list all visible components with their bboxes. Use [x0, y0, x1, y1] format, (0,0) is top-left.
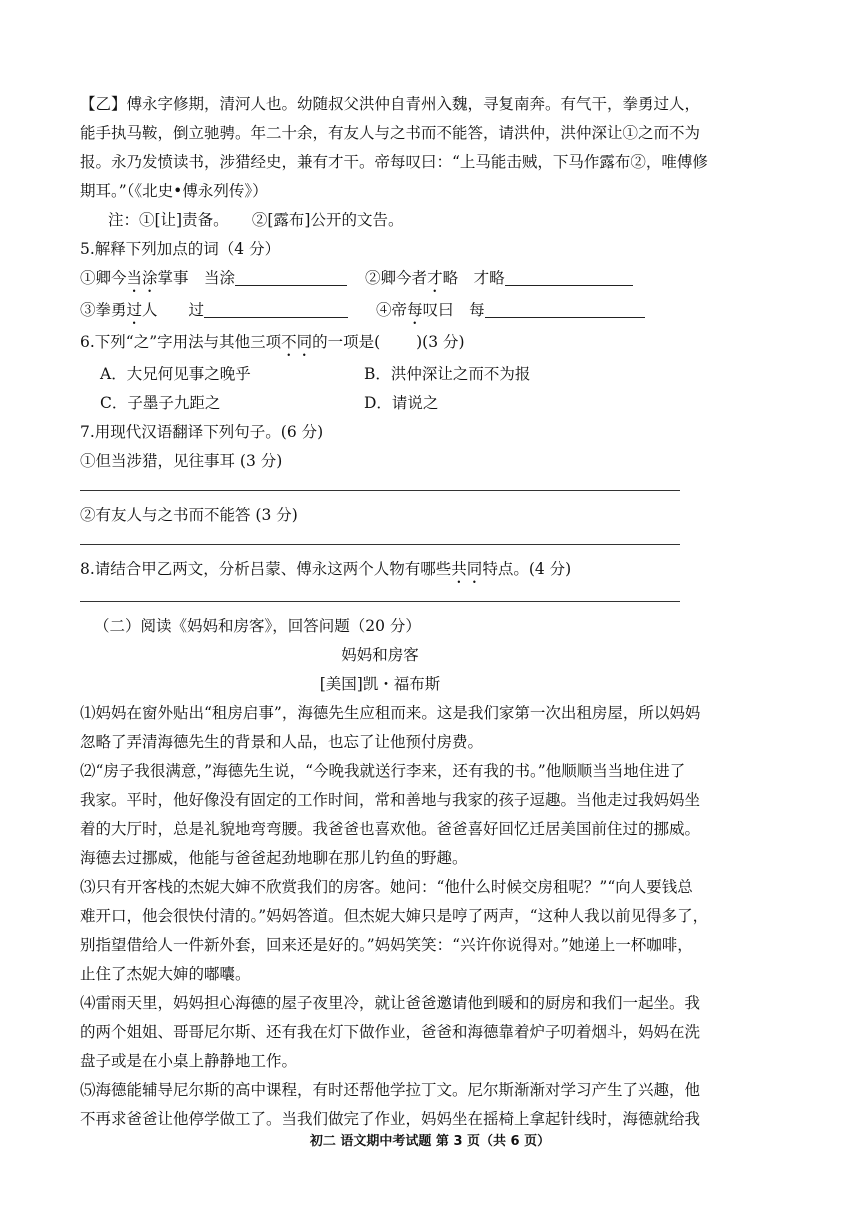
answer-line[interactable] [80, 530, 680, 545]
question-8-stem: 8.请结合甲乙两文，分析吕蒙、傅永这两个人物有哪些共同特点。(4 分) [80, 560, 572, 578]
passage-line: 【乙】傅永字修期，清河人也。幼随叔父洪仲自青州入魏，寻复南奔。有气干，拳勇过人， [80, 95, 701, 113]
question-5-row-2 [80, 296, 790, 328]
story-line: ⑴妈妈在窗外贴出“租房启事”，海德先生应租而来。这是我们家第一次出租房屋，所以妈妈 [80, 704, 701, 722]
page-footer: 初二 语文期中考试题 第 3 页（共 6 页） [309, 1134, 551, 1149]
option-a[interactable]: A．大兄何见事之晚乎 [100, 365, 251, 383]
question-7-stem: 7.用现代汉语翻译下列句子。(6 分) [80, 423, 324, 441]
answer-blank[interactable] [204, 299, 348, 318]
story-line: 盘子或是在小桌上静静地工作。 [80, 1052, 298, 1070]
question-7-sentence-1: ①但当涉猎，见往事耳 (3 分) [80, 452, 283, 470]
q5-item-3: ③拳勇过人 过 [80, 301, 205, 319]
passage-line: 报。永乃发愤读书，涉猎经史，兼有才干。帝每叹曰：“上马能击贼，下马作露布②，唯傅修 [80, 153, 708, 171]
story-line: 止住了杰妮大婶的嘟囔。 [80, 965, 251, 983]
annotation-note: 注：①[让]责备。 ②[露布]公开的文告。 [108, 211, 404, 229]
option-d[interactable]: D．请说之 [364, 394, 439, 412]
answer-blank[interactable] [505, 267, 633, 286]
passage-line: 能手执马鞍，倒立驰骋。年二十余，有友人与之书而不能答，请洪仲，洪仲深让①之而不为 [80, 124, 701, 142]
story-line: 难开口，他会很快付清的。”妈妈答道。但杰妮大婶只是哼了两声，“这种人我以前见得多了， [80, 907, 709, 925]
story-line: 海德去过挪威，他能与爸爸起劲地聊在那儿钓鱼的野趣。 [80, 849, 468, 867]
story-line: ⑷雷雨天里，妈妈担心海德的屋子夜里冷，就让爸爸邀请他到暖和的厨房和我们一起坐。我 [80, 994, 701, 1012]
question-7-sentence-2: ②有友人与之书而不能答 (3 分) [80, 506, 298, 524]
story-title: 妈妈和房客 [341, 646, 419, 664]
answer-blank[interactable] [485, 299, 645, 318]
question-6-options-row [80, 389, 790, 418]
passage-line: 期耳。”（《北史•傅永列传》） [80, 182, 268, 200]
story-line: 忽略了弄清海德先生的背景和人品，也忘了让他预付房费。 [80, 733, 484, 751]
question-5-stem: 5.解释下列加点的词（4 分） [80, 240, 281, 258]
q5-item-1: ①卿今当涂掌事 当涂 [80, 269, 236, 287]
story-line: 我家。平时，他好像没有固定的工作时间，常和善地与我家的孩子逗趣。当他走过我妈妈坐 [80, 791, 701, 809]
story-line: ⑸海德能辅导尼尔斯的高中课程，有时还帮他学拉丁文。尼尔斯渐渐对学习产生了兴趣，他 [80, 1081, 701, 1099]
question-5-row-1 [80, 264, 790, 296]
story-author: [美国]凯・福布斯 [319, 675, 441, 693]
section-2-heading: （二）阅读《妈妈和房客》，回答问题（20 分） [94, 617, 421, 635]
story-line: 的两个姐姐、哥哥尼尔斯、还有我在灯下做作业，爸爸和海德靠着炉子叨着烟斗，妈妈在洗 [80, 1023, 701, 1041]
story-line: 着的大厅时，总是礼貌地弯弯腰。我爸爸也喜欢他。爸爸喜好回忆迁居美国前住过的挪威。 [80, 820, 701, 838]
option-c[interactable]: C．子墨子九距之 [100, 394, 221, 412]
story-line: 别指望借给人一件新外套，回来还是好的。”妈妈笑笑：“兴许你说得对。”她递上一杯咖啡， [80, 936, 693, 954]
question-6-stem: 6.下列“之”字用法与其他三项不同的一项是( )(3 分) [80, 333, 465, 351]
q5-item-4: ④帝每叹曰 每 [376, 301, 485, 319]
page-content [80, 90, 790, 1134]
story-line: 不再求爸爸让他停学做工了。当我们做完了作业，妈妈坐在摇椅上拿起针线时，海德就给我 [80, 1110, 701, 1128]
answer-line[interactable] [80, 587, 680, 602]
answer-blank[interactable] [235, 267, 347, 286]
answer-line[interactable] [80, 476, 680, 491]
question-6-options-row [80, 360, 790, 389]
yi-passage [80, 90, 790, 206]
q5-item-2: ②卿今者才略 才略 [365, 269, 505, 287]
story-line: ⑵“房子我很满意，”海德先生说，“今晚我就送行李来，还有我的书。”他顺顺当当地住进了 [80, 762, 686, 780]
option-b[interactable]: B．洪仲深让之而不为报 [364, 365, 531, 383]
story-text [80, 699, 790, 1134]
story-line: ⑶只有开客栈的杰妮大婶不欣赏我们的房客。她问：“他什么时候交房租呢？”“向人要钱总 [80, 878, 693, 896]
